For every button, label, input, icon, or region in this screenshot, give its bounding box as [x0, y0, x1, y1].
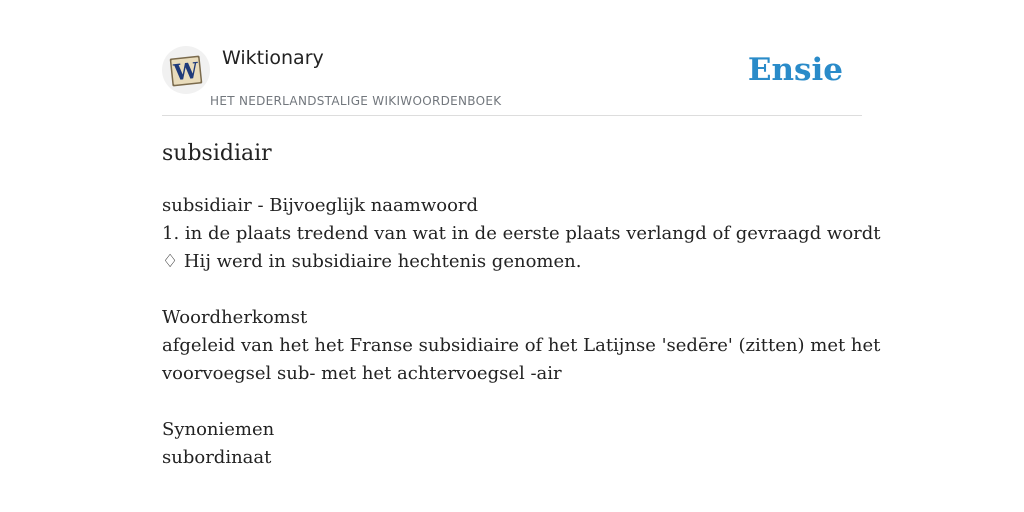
ensie-brand-link[interactable]: Ensie	[747, 52, 843, 88]
section-spacer	[162, 388, 862, 416]
entry-term-title: subsidiair	[162, 141, 272, 166]
etymology-text-line-1: afgeleid van het het Franse subsidiaire of het Latijnse 'sedēre' (zitten) met het	[162, 335, 881, 356]
section-spacer	[162, 276, 862, 304]
site-name-link[interactable]: Wiktionary	[222, 47, 324, 69]
etymology-heading: Woordherkomst	[162, 307, 308, 328]
part-of-speech-line: subsidiair - Bijvoeglijk naamwoord	[162, 195, 479, 216]
logo-letter: W	[172, 57, 200, 87]
entry-body	[162, 192, 881, 472]
site-tagline: HET NEDERLANDSTALIGE WIKIWOORDENBOEK	[210, 94, 502, 108]
definition-text: 1. in de plaats tredend van wat in de eerste plaats verlangd of gevraagd wordt	[162, 223, 881, 244]
wiktionary-logo-icon[interactable]	[162, 46, 210, 94]
example-text: ♢ Hij werd in subsidiaire hechtenis genomen.	[162, 251, 582, 272]
etymology-text-line-2: voorvoegsel sub- met het achtervoegsel -air	[162, 363, 562, 384]
synonyms-heading: Synoniemen	[162, 419, 275, 440]
site-header	[162, 0, 862, 116]
synonym-item: subordinaat	[162, 447, 272, 468]
page	[162, 0, 881, 512]
